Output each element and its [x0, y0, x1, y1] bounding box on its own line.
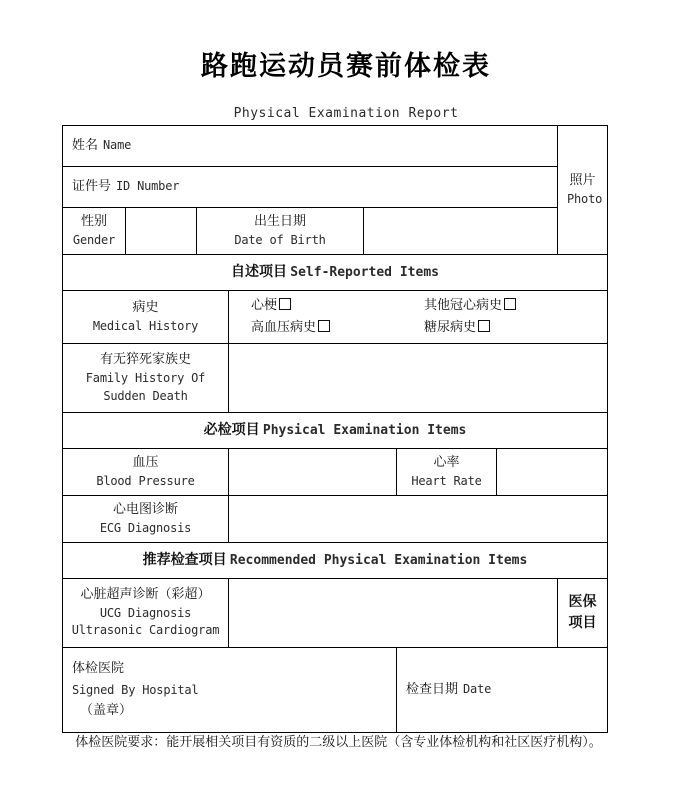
family-history-label-cell: [63, 344, 229, 413]
heart-rate-label-en: Heart Rate: [411, 473, 482, 488]
ecg-label-en: ECG Diagnosis: [99, 521, 192, 535]
exam-date-cell[interactable]: [397, 647, 608, 733]
checkbox-label-0: 心梗: [251, 297, 278, 313]
medical-history-checkbox-cell: [229, 290, 608, 344]
name-label-en: Name: [103, 138, 132, 152]
page-subtitle: Physical Examination Report: [233, 106, 459, 121]
photo-label-en: Photo: [567, 191, 603, 206]
name-cell[interactable]: [63, 126, 558, 167]
family-history-value-cell[interactable]: [229, 344, 608, 413]
photo-label-cn: 照片: [569, 172, 596, 188]
physical-exam-header-cell: [63, 413, 608, 449]
checkbox-box-3[interactable]: [478, 320, 490, 332]
ecg-label-cn: 心电图诊断: [112, 502, 178, 518]
medical-history-label-cn: 病史: [132, 299, 159, 315]
dob-label-en: Date of Birth: [234, 232, 326, 247]
ucg-value-cell[interactable]: [229, 579, 558, 648]
self-reported-header-en: Self-Reported Items: [290, 264, 439, 280]
table-row-signature: [63, 647, 608, 733]
blood-pressure-value-cell[interactable]: [229, 448, 397, 495]
physical-exam-header-cn: 必检项目: [203, 422, 260, 439]
table-row-recommended-header: [63, 543, 608, 579]
checkbox-item-myocardial-infarction[interactable]: [251, 297, 424, 316]
physical-exam-header-en: Physical Examination Items: [262, 423, 467, 439]
medical-history-label-cell: [63, 290, 229, 344]
insurance-item-cell: [558, 579, 608, 648]
self-reported-header-cn: 自述项目: [231, 263, 288, 280]
checkbox-box-1[interactable]: [504, 298, 516, 310]
table-row-ecg: [63, 496, 608, 543]
footnote-hospital-requirement: 体检医院要求：能开展相关项目有资质的二级以上医院（含专业体检机构和社区医疗机构）。: [75, 735, 602, 750]
table-row-medical-history: [63, 290, 608, 344]
photo-cell[interactable]: [558, 126, 608, 255]
hospital-signature-cell[interactable]: [63, 647, 397, 733]
checkbox-label-2: 高血压病史: [251, 319, 317, 335]
id-label-cn: 证件号: [72, 178, 112, 194]
gender-label-cn: 性别: [80, 213, 107, 229]
insurance-label-line1: 医保: [568, 594, 597, 611]
page-title: 路跑运动员赛前体检表: [201, 51, 491, 82]
dob-label-cell: [197, 207, 364, 254]
checkbox-label-3: 糖尿病史: [424, 319, 477, 335]
ucg-label-cn: 心脏超声诊断（彩超）: [80, 587, 211, 603]
recommended-header-cell: [63, 543, 608, 579]
heart-rate-label-cn: 心率: [433, 454, 460, 470]
date-label-cn: 检查日期: [406, 682, 459, 698]
family-history-label-en-line1: Family History Of: [85, 371, 206, 386]
id-label-en: ID Number: [116, 178, 180, 193]
gender-label-cell: [63, 207, 126, 254]
examination-form-table: [62, 125, 608, 733]
ecg-label-cell: [63, 496, 229, 543]
checkbox-item-diabetes[interactable]: [424, 319, 597, 338]
checkbox-item-other-coronary-disease[interactable]: [424, 297, 597, 316]
hospital-label-cn: 体检医院: [72, 660, 125, 676]
table-row-ucg: [63, 579, 608, 648]
hospital-label-en: Signed By Hospital: [72, 682, 199, 697]
blood-pressure-label-en: Blood Pressure: [96, 473, 195, 488]
recommended-header-cn: 推荐检查项目: [142, 552, 227, 569]
checkbox-box-2[interactable]: [318, 320, 330, 332]
date-label-en: Date: [463, 682, 492, 697]
ucg-label-en-line1: UCG Diagnosis: [99, 606, 192, 621]
dob-value-cell[interactable]: [364, 207, 558, 254]
table-row-bp-hr: [63, 448, 608, 495]
table-row-id: [63, 166, 608, 207]
gender-value-cell[interactable]: [126, 207, 197, 254]
hospital-seal-note: （盖章）: [80, 703, 133, 719]
self-reported-header-cell: [63, 254, 608, 290]
checkbox-item-hypertension[interactable]: [251, 319, 424, 338]
medical-history-label-en: Medical History: [92, 318, 199, 333]
gender-label-en: Gender: [72, 232, 116, 247]
heart-rate-value-cell[interactable]: [497, 448, 608, 495]
ecg-value-cell[interactable]: [229, 496, 608, 543]
table-row-name: [63, 126, 608, 167]
insurance-label-line2: 项目: [568, 615, 597, 632]
checkbox-label-1: 其他冠心病史: [424, 297, 503, 313]
blood-pressure-label-cn: 血压: [132, 454, 159, 470]
id-number-cell[interactable]: [63, 166, 558, 207]
table-row-family-history: [63, 344, 608, 413]
heart-rate-label-cell: [397, 448, 497, 495]
family-history-label-cn: 有无猝死家族史: [99, 352, 191, 368]
family-history-label-en-line2: Sudden Death: [103, 388, 188, 403]
dob-label-cn: 出生日期: [253, 213, 306, 229]
table-row-self-reported-header: [63, 254, 608, 290]
checkbox-box-0[interactable]: [279, 298, 291, 310]
ucg-label-en-line2: Ultrasonic Cardiogram: [71, 623, 220, 638]
table-row-gender-dob: [63, 207, 608, 254]
blood-pressure-label-cell: [63, 448, 229, 495]
name-label-cn: 姓名: [72, 138, 99, 153]
ucg-label-cell: [63, 579, 229, 648]
table-row-physical-exam-header: [63, 413, 608, 449]
recommended-header-en: Recommended Physical Examination Items: [229, 553, 528, 569]
